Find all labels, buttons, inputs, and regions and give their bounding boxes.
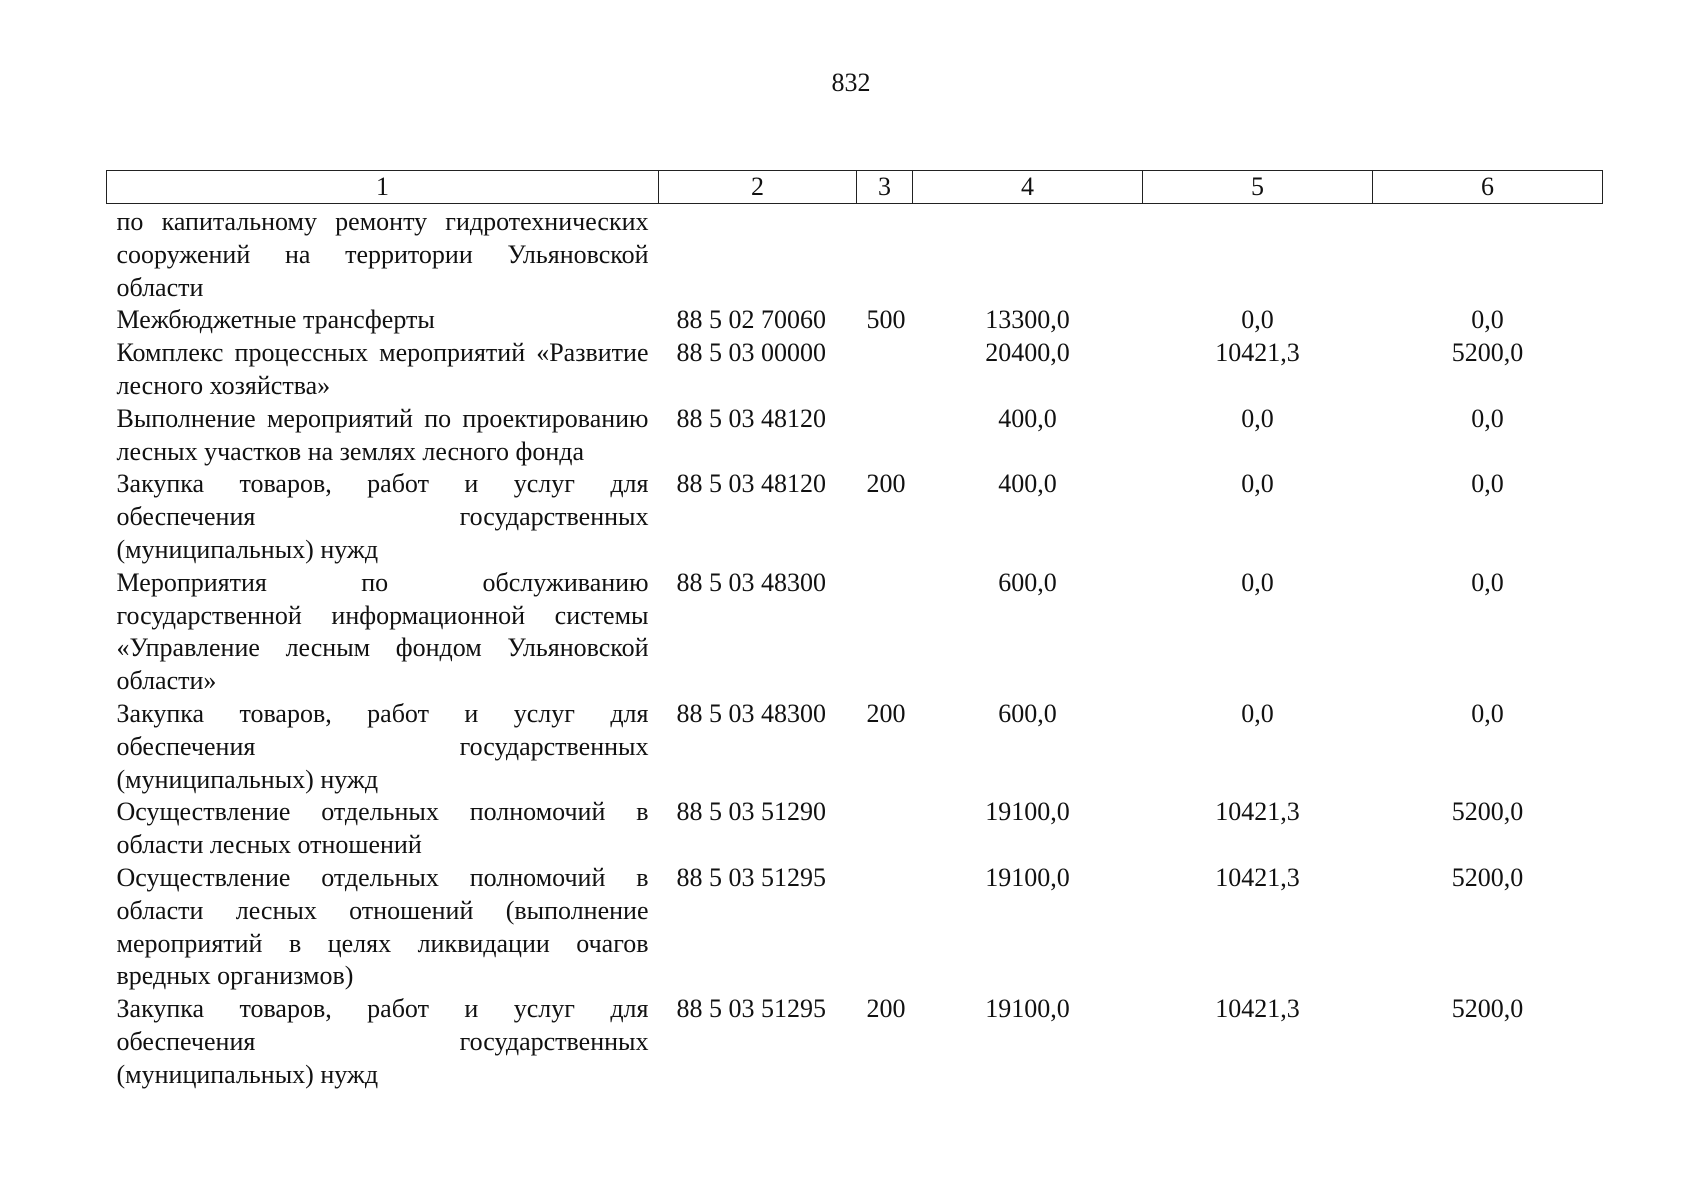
row-value-5: 10421,3: [1215, 862, 1300, 892]
row-type: [857, 204, 913, 305]
row-code: 88 5 03 00000: [676, 338, 826, 368]
row-name: Выполнение мероприятий по проектированию лесных участков на землях лесного фонда: [116, 403, 649, 466]
row-value-5: 10421,3: [1215, 338, 1300, 368]
header-col-6: 6: [1373, 171, 1603, 204]
row-value-6: 5200,0: [1451, 338, 1524, 368]
header-col-3: 3: [857, 171, 913, 204]
table-row: [107, 862, 1603, 993]
table-row: [107, 403, 1603, 469]
row-name: Закупка товаров, работ и услуг для обеспечения государственных (муниципальных) нужд: [116, 994, 649, 1089]
row-type: [857, 796, 913, 862]
row-value-4: 600,0: [998, 567, 1057, 597]
row-value-5: 0,0: [1241, 403, 1274, 433]
row-type: [857, 862, 913, 993]
table-header: [107, 171, 1603, 204]
budget-table: [106, 170, 1603, 1092]
row-value-5: 0,0: [1241, 469, 1274, 499]
row-value-5: 0,0: [1241, 698, 1274, 728]
table-row: [107, 204, 1603, 305]
table-row: [107, 337, 1603, 403]
row-type: [857, 337, 913, 403]
row-value-6: 0,0: [1471, 567, 1504, 597]
header-col-2: 2: [659, 171, 857, 204]
row-code: 88 5 03 51295: [676, 862, 826, 892]
table-row: [107, 304, 1603, 337]
row-name: Закупка товаров, работ и услуг для обеспечения государственных (муниципальных) нужд: [116, 698, 649, 794]
table-row: [107, 796, 1603, 862]
row-type: 500: [866, 305, 906, 335]
row-code: 88 5 03 48300: [676, 567, 826, 597]
row-value-6: 5200,0: [1451, 862, 1524, 892]
row-value-6: 0,0: [1471, 469, 1504, 499]
row-value-6: 0,0: [1471, 305, 1504, 335]
row-code: 88 5 02 70060: [676, 305, 826, 335]
row-value-5: 0,0: [1241, 567, 1274, 597]
row-value-4: [913, 204, 1143, 305]
row-code: 88 5 03 51295: [676, 994, 826, 1024]
row-value-5: [1143, 204, 1373, 305]
row-value-6: 5200,0: [1451, 797, 1524, 827]
row-type: [857, 403, 913, 469]
row-code: [659, 204, 857, 305]
table-row: [107, 468, 1603, 566]
row-value-4: 400,0: [998, 403, 1057, 433]
row-type: 200: [866, 994, 906, 1024]
row-code: 88 5 03 51290: [676, 797, 826, 827]
row-value-6: 0,0: [1471, 403, 1504, 433]
header-col-4: 4: [913, 171, 1143, 204]
row-value-4: 19100,0: [985, 994, 1070, 1024]
row-code: 88 5 03 48120: [676, 403, 826, 433]
row-name: Закупка товаров, работ и услуг для обеспечения государственных (муниципальных) нужд: [116, 469, 649, 564]
row-value-4: 19100,0: [985, 797, 1070, 827]
row-type: 200: [866, 698, 906, 728]
row-name: Комплекс процессных мероприятий «Развитие лесного хозяйства»: [116, 338, 649, 400]
table-row: [107, 993, 1603, 1091]
row-name: Межбюджетные трансферты: [116, 305, 435, 335]
row-value-5: 0,0: [1241, 305, 1274, 335]
row-value-5: 10421,3: [1215, 797, 1300, 827]
page-number: 832: [831, 68, 871, 97]
row-value-6: 5200,0: [1451, 994, 1524, 1024]
row-type: 200: [866, 469, 906, 499]
table-row: [107, 567, 1603, 698]
row-value-4: 19100,0: [985, 862, 1070, 892]
header-col-1: 1: [107, 171, 659, 204]
row-code: 88 5 03 48300: [676, 698, 826, 728]
table-row: [107, 698, 1603, 796]
header-row: [107, 171, 1603, 204]
row-value-4: 600,0: [998, 698, 1057, 728]
row-value-4: 20400,0: [985, 338, 1070, 368]
row-name: Мероприятия по обслуживанию государственной информационной системы «Управление лесным фондом Ульяновской области»: [116, 567, 649, 696]
row-value-4: 13300,0: [985, 305, 1070, 335]
row-value-6: [1373, 204, 1603, 305]
header-col-5: 5: [1143, 171, 1373, 204]
row-value-5: 10421,3: [1215, 994, 1300, 1024]
row-name: Осуществление отдельных полномочий в области лесных отношений (выполнение мероприятий в целях ликвидации очагов вредных организмов): [116, 862, 649, 991]
row-type: [857, 567, 913, 698]
row-name: по капитальному ремонту гидротехнических сооружений на территории Ульяновской области: [116, 207, 649, 302]
row-value-6: 0,0: [1471, 698, 1504, 728]
row-code: 88 5 03 48120: [676, 469, 826, 499]
row-name: Осуществление отдельных полномочий в области лесных отношений: [116, 797, 649, 860]
table-body: [107, 204, 1603, 1092]
row-value-4: 400,0: [998, 469, 1057, 499]
